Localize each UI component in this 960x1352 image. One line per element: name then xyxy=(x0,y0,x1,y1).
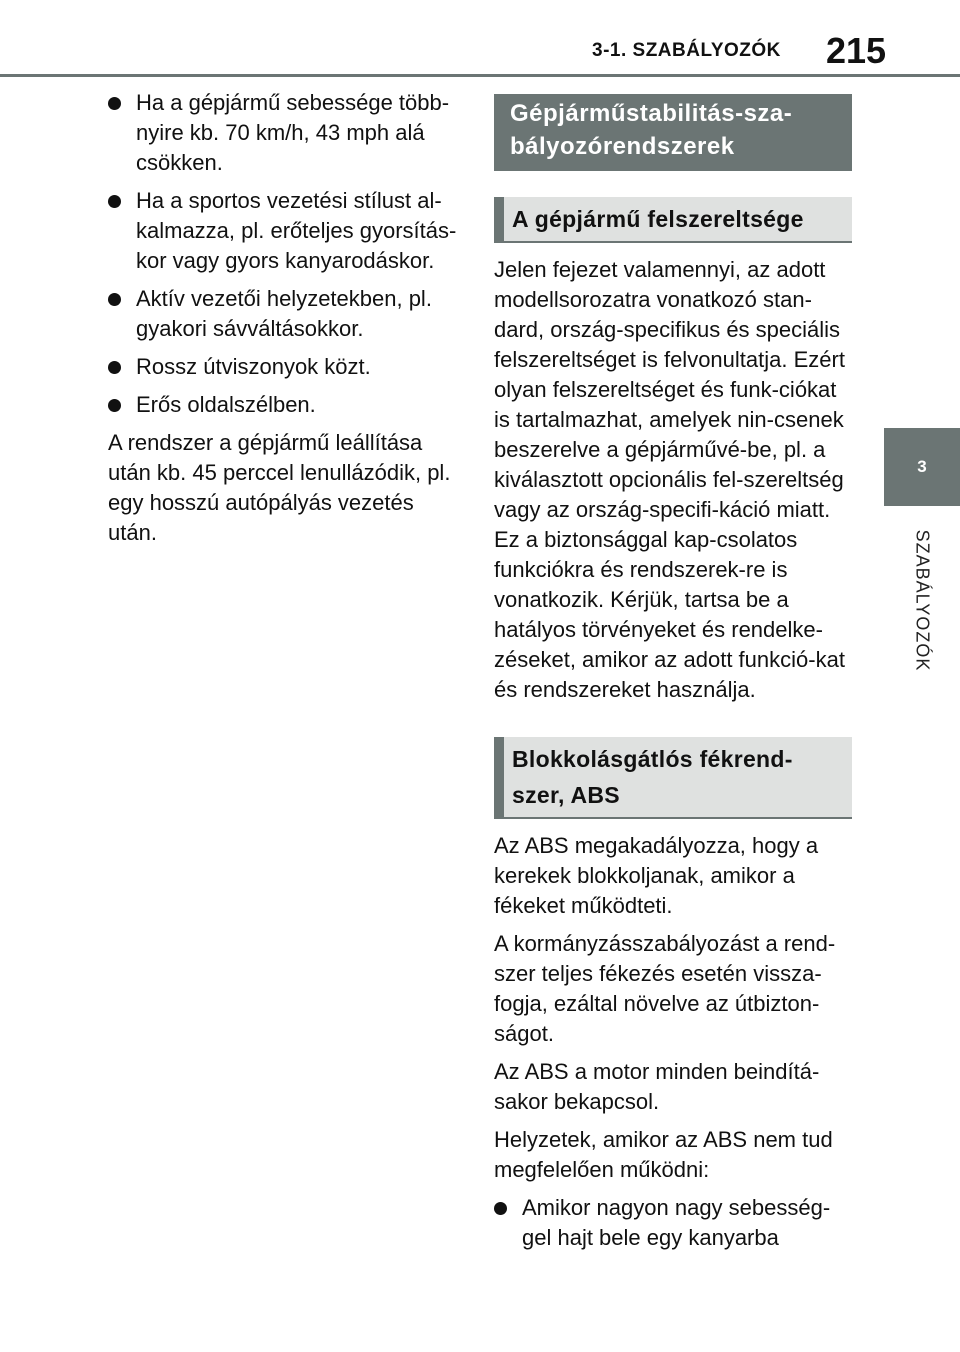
list-item xyxy=(494,1193,852,1253)
reset-paragraph: A rendszer a gépjármű leállítása után kb. 45 perccel lenullázódik, pl. egy hosszú autópályás vezetés után. xyxy=(108,430,451,545)
bullet-icon xyxy=(494,1202,507,1215)
subheading-abs: Blokkolásgátlós fékrend-szer, ABS xyxy=(494,737,852,819)
list-item xyxy=(108,390,458,420)
chapter-label-text: SZABÁLYOZÓK xyxy=(912,529,933,672)
bullet-icon xyxy=(108,399,121,412)
list-item xyxy=(108,186,458,276)
bullet-icon xyxy=(108,361,121,374)
bullet-icon xyxy=(108,195,121,208)
list-item-text: Erős oldalszélben. xyxy=(136,392,316,417)
list-item-text: Amikor nagyon nagy sebesség-gel hajt bele egy kanyarba xyxy=(522,1195,831,1250)
list-item xyxy=(108,88,458,178)
list-item-text: Rossz útviszonyok közt. xyxy=(136,354,371,379)
list-item xyxy=(108,284,458,344)
main-heading: Gépjárműstabilitás-sza-bályozórendszerek xyxy=(494,94,852,171)
chapter-tab xyxy=(884,428,960,506)
chapter-number: 3 xyxy=(917,457,927,476)
subheading-equipment: A gépjármű felszereltsége xyxy=(494,197,852,243)
bullet-icon xyxy=(108,97,121,110)
list-item xyxy=(108,352,458,382)
right-column xyxy=(494,94,852,1261)
bullet-icon xyxy=(108,293,121,306)
abs-paragraph-3: Az ABS a motor minden beindítá-sakor bekapcsol. xyxy=(494,1059,820,1114)
equipment-paragraph: Jelen fejezet valamennyi, az adott modellsorozatra vonatkozó stan-dard, ország-specifikus és speciális felszereltséget is felvonultatja. Ezért olyan felszereltséget és funk-ciókat is tartalmazhat, amelyek nin-csenek beszerelve a gépjárművé-be, pl. a kiválasztott opcionális fel-szereltség vagy az ország-specifi-káció miatt. Ez a biztonsággal kap-csolatos funkciókra és rendszerek-re is vonatkozik. Kérjük, tartsa be a hatályos törvényeket és rendelke-zéseket, amikor az adott funkció-kat és rendszereket használja. xyxy=(494,257,845,702)
header-rule xyxy=(0,74,960,77)
list-item-text: Ha a sportos vezetési stílust al-kalmazza, pl. erőteljes gyorsítás-kor vagy gyors kanyarodáskor. xyxy=(136,188,457,273)
page-number: 215 xyxy=(826,30,887,71)
list-item-text: Ha a gépjármű sebessége több-nyire kb. 70 km/h, 43 mph alá csökken. xyxy=(136,90,450,175)
abs-paragraph-4: Helyzetek, amikor az ABS nem tud megfelelően működni: xyxy=(494,1127,833,1182)
left-column xyxy=(108,88,458,556)
abs-paragraph-1: Az ABS megakadályozza, hogy a kerekek blokkoljanak, amikor a fékeket működteti. xyxy=(494,833,819,918)
abs-paragraph-2: A kormányzásszabályozást a rend-szer teljes fékezés esetén vissza-fogja, ezáltal növelve az útbizton-ságot. xyxy=(494,931,836,1046)
list-item-text: Aktív vezetői helyzetekben, pl. gyakori sávváltásokkor. xyxy=(136,286,432,341)
section-title: 3-1. SZABÁLYOZÓK xyxy=(592,40,781,61)
